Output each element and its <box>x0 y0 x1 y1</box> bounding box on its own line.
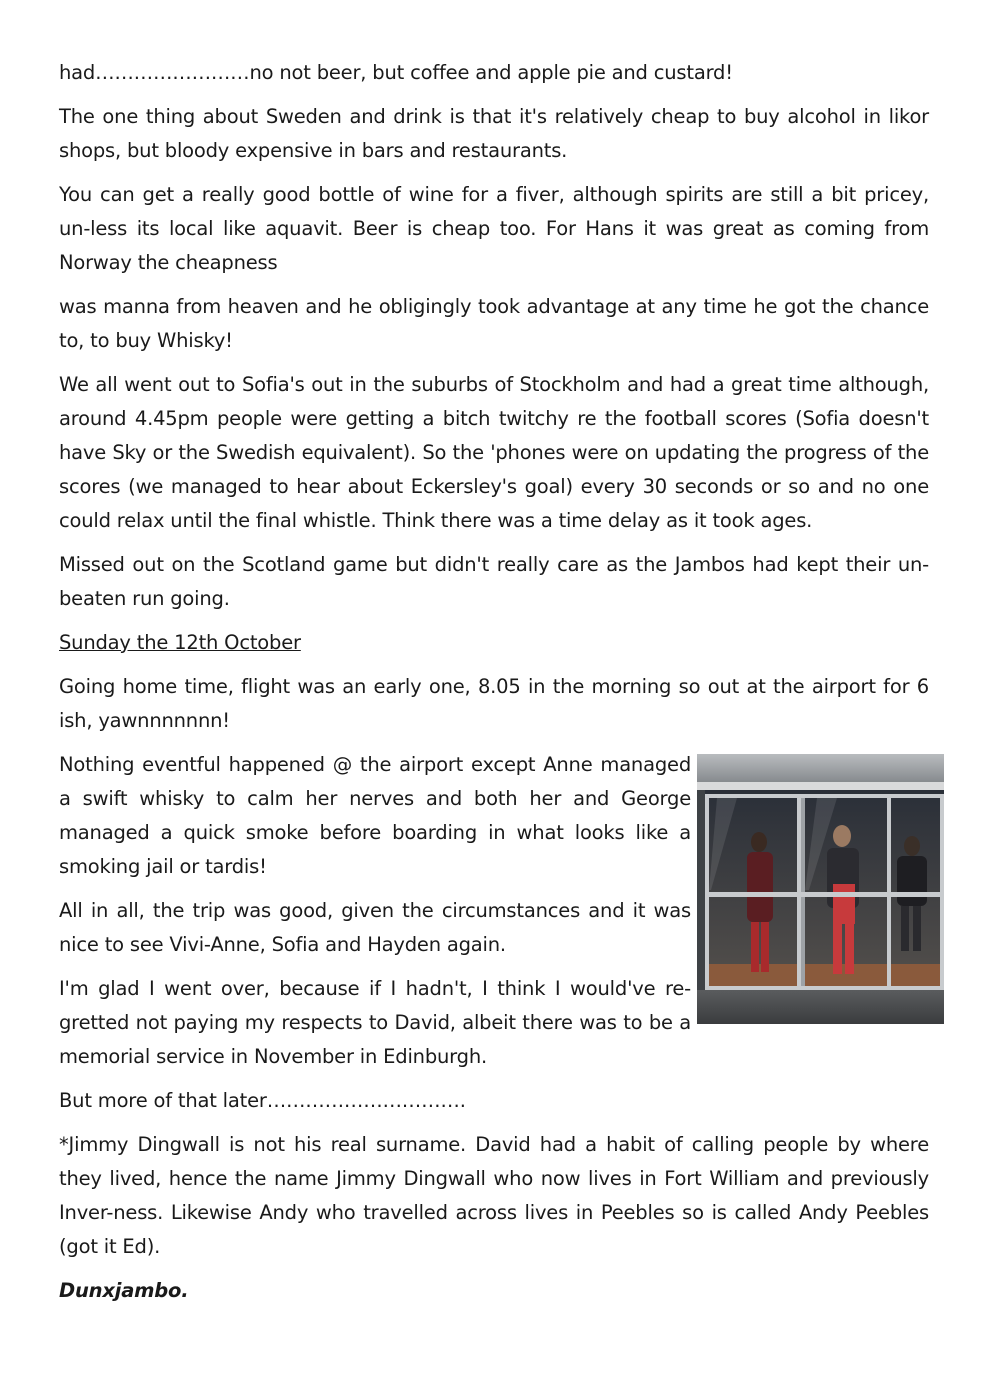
paragraph-going-home: Going home time, flight was an early one, 8.05 in the morning so out at the airport for 6 ish, yawnnnnnnn! <box>59 675 929 732</box>
paragraph-more-later: But more of that later…………………………. <box>59 1089 466 1112</box>
smoking-room-photo <box>697 754 944 1024</box>
paragraph-scotland-game: Missed out on the Scotland game but didn't really care as the Jambos had kept their un-beaten run going. <box>59 553 929 610</box>
paragraph-coffee: had……………………no not beer, but coffee and apple pie and custard! <box>59 61 733 84</box>
document-page <box>59 56 929 1318</box>
paragraph-wine: You can get a really good bottle of wine for a fiver, although spirits are still a bit pricey, un-less its local like aquavit. Beer is cheap too. For Hans it was great as coming from Norway the cheapness <box>59 183 929 274</box>
paragraph-sweden-drink: The one thing about Sweden and drink is that it's relatively cheap to buy alcohol in likor shops, but bloody expensive in bars and restaurants. <box>59 105 929 162</box>
paragraph-trip-summary: All in all, the trip was good, given the circumstances and it was nice to see Vivi-Anne, Sofia and Hayden again. <box>59 899 691 956</box>
paragraph-glad-went: I'm glad I went over, because if I hadn't, I think I would've re-gretted not paying my respects to David, albeit there was to be a memorial service in November in Edinburgh. <box>59 977 691 1068</box>
photo-section-text <box>59 748 691 1074</box>
paragraph-sofias: We all went out to Sofia's out in the suburbs of Stockholm and had a great time although, around 4.45pm people were getting a bitch twitchy re the football scores (Sofia doesn't have Sky or the Swedish equivalent). So the 'phones were on updating the progress of the scores (we managed to hear about Eckersley's goal) every 30 seconds or so and no one could relax until the final whistle. Think there was a time delay as it took ages. <box>59 373 929 532</box>
paragraph-airport: Nothing eventful happened @ the airport except Anne managed a swift whisky to calm her nerves and both her and George managed a quick smoke before boarding in what looks like a smoking jail or tardis! <box>59 753 691 878</box>
section-heading-sunday: Sunday the 12th October <box>59 631 301 654</box>
signature: Dunxjambo. <box>59 1279 189 1302</box>
photo-section <box>59 748 929 1074</box>
paragraph-manna: was manna from heaven and he obligingly took advantage at any time he got the chance to, to buy Whisky! <box>59 295 929 352</box>
paragraph-footnote: *Jimmy Dingwall is not his real surname. David had a habit of calling people by where they lived, hence the name Jimmy Dingwall who now lives in Fort William and previously Inver-ness. Likewise Andy who travelled across lives in Peebles so is called Andy Peebles (got it Ed). <box>59 1133 929 1258</box>
smoking-room-illustration <box>697 754 944 1024</box>
